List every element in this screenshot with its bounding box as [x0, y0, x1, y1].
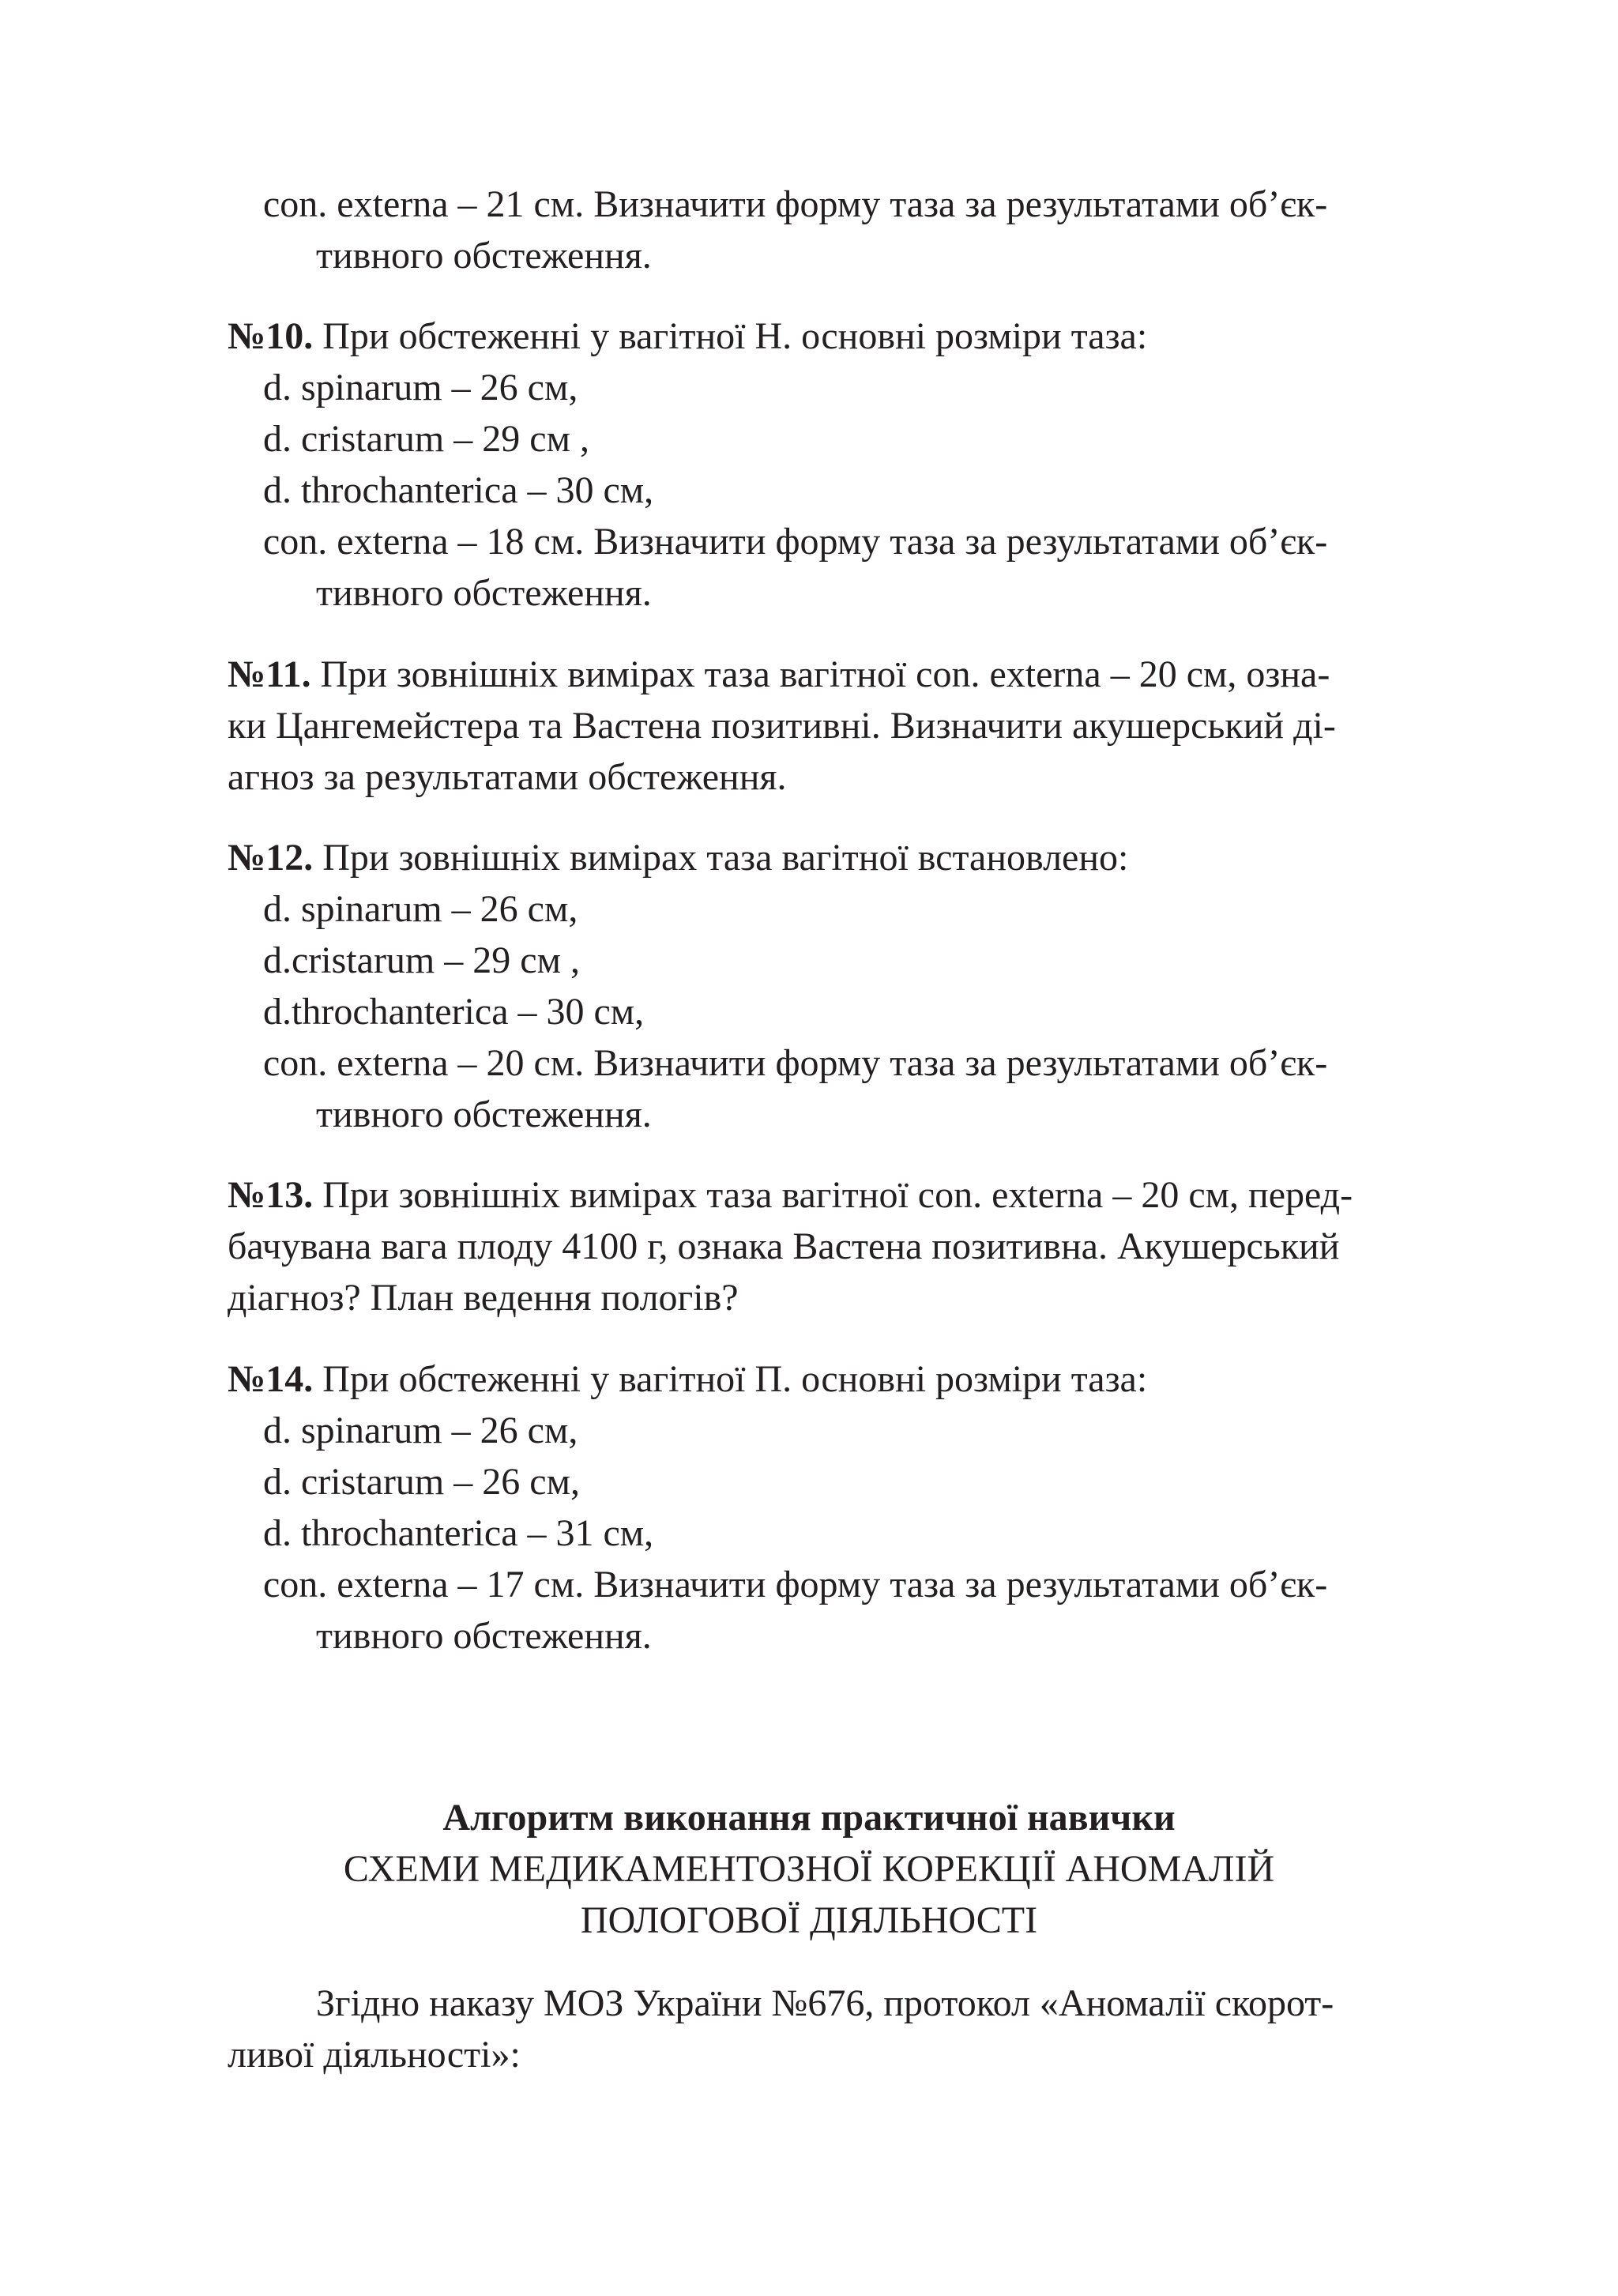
paragraph-line: Згідно наказу МОЗ України №676, протокол «Аномалії скорот-: [316, 1982, 1334, 2024]
text-line: d. throchanterica – 30 см,: [263, 469, 654, 511]
text-line: con. externa – 17 см. Визначити форму таза за результатами об’єк-: [263, 1564, 1328, 1605]
task-number: №10.: [228, 315, 314, 357]
text-line: d.cristarum – 29 см ,: [263, 939, 580, 981]
text-line: d.throchanterica – 30 см,: [263, 991, 645, 1033]
task-10-heading: [228, 315, 1148, 357]
text-line: d. cristarum – 26 см,: [263, 1461, 580, 1503]
text-line: діагноз? План ведення пологів?: [228, 1277, 739, 1319]
task-intro: При обстеженні у вагітної П. основні розміри таза:: [313, 1358, 1148, 1400]
task-12-heading: [228, 839, 1128, 877]
text-line: d. throchanterica – 31 см,: [263, 1512, 654, 1554]
text-line: d. spinarum – 26 см,: [263, 1410, 578, 1451]
text-line: тивного обстеження.: [316, 1093, 652, 1135]
text-line: con. externa – 18 см. Визначити форму таза за результатами об’єк-: [263, 521, 1328, 563]
text-line: d. cristarum – 29 см ,: [263, 418, 589, 460]
section-heading: Алгоритм виконання практичної навички: [442, 1797, 1176, 1839]
section-subtitle: СХЕМИ МЕДИКАМЕНТОЗНОЇ КОРЕКЦІЇ АНОМАЛІЙ: [343, 1848, 1275, 1890]
task-intro: При зовнішніх вимірах таза вагітної con. externa – 20 см, перед-: [313, 1174, 1353, 1216]
task-intro: При зовнішніх вимірах таза вагітної встановлено:: [313, 837, 1129, 879]
text-line: con. externa – 21 см. Визначити форму таза за результатами об’єк-: [263, 183, 1328, 225]
task-number: №12.: [228, 837, 314, 879]
task-number: №11.: [228, 653, 311, 695]
task-11-heading: [228, 653, 1330, 695]
text-line: бачувана вага плоду 4100 г, ознака Вастена позитивна. Акушерський: [228, 1225, 1340, 1267]
text-line: тивного обстеження.: [316, 1615, 652, 1657]
section-subtitle: ПОЛОГОВОЇ ДІЯЛЬНОСТІ: [580, 1899, 1038, 1941]
text-line: con. externa – 20 см. Визначити форму таза за результатами об’єк-: [263, 1042, 1328, 1084]
text-line: тивного обстеження.: [316, 572, 652, 614]
text-line: d. spinarum – 26 см,: [263, 367, 578, 408]
paragraph-line: ливої діяльності»:: [228, 2034, 521, 2076]
task-intro: При обстеженні у вагітної Н. основні розміри таза:: [313, 315, 1148, 357]
task-intro: При зовнішніх вимірах таза вагітної con. externa – 20 см, озна-: [310, 653, 1330, 695]
task-number: №13.: [228, 1174, 314, 1216]
text-line: агноз за результатами обстеження.: [228, 756, 787, 798]
task-13-heading: [228, 1176, 1353, 1214]
text-line: ки Цангемейстера та Вастена позитивні. Визначити акушерський ді-: [228, 705, 1336, 747]
text-line: d. spinarum – 26 см,: [263, 888, 578, 930]
text-line: тивного обстеження.: [316, 235, 652, 277]
task-14-heading: [228, 1358, 1148, 1400]
task-number: №14.: [228, 1358, 314, 1400]
